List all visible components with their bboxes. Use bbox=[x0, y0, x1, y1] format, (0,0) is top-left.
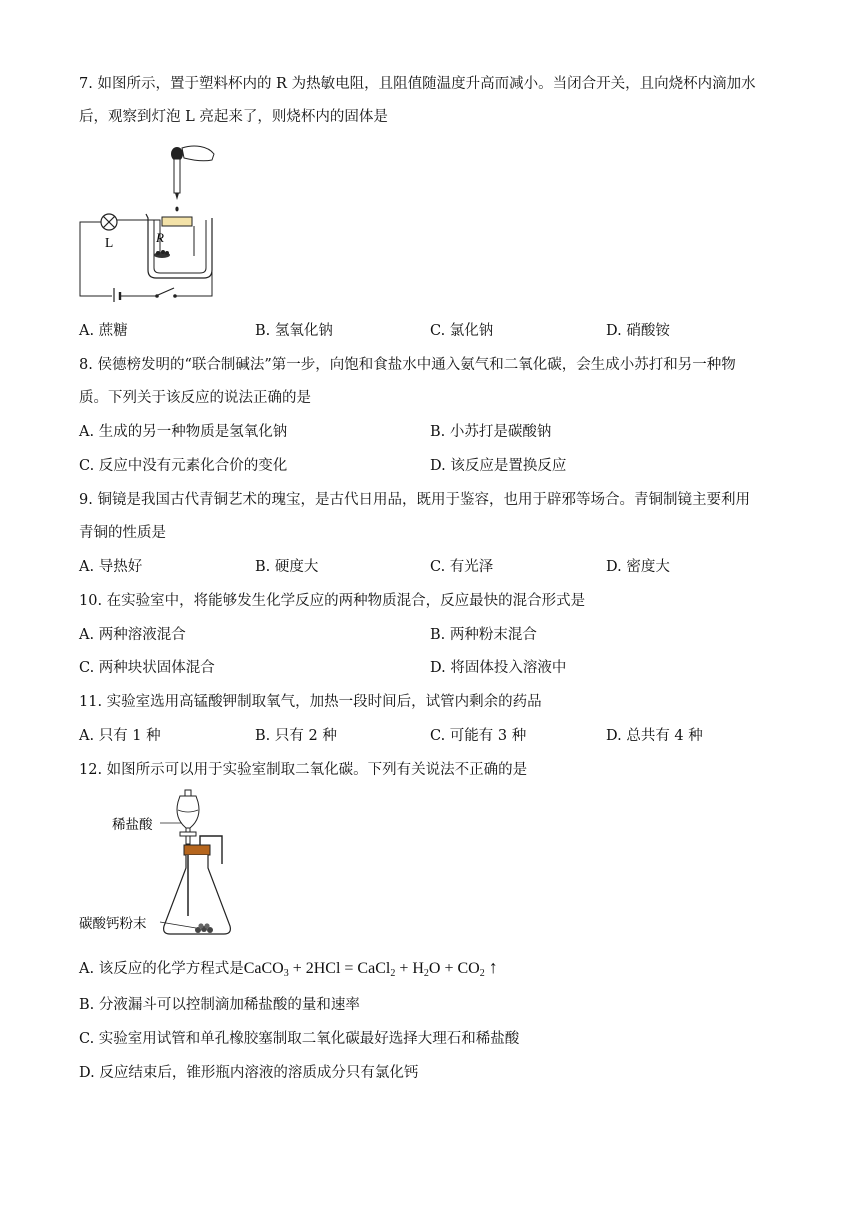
q12-apparatus-figure bbox=[76, 788, 246, 942]
powder-label: 碳酸钙粉末 bbox=[79, 916, 147, 932]
q9-stem-line2: 青铜的性质是 bbox=[79, 525, 166, 541]
q7-option-c: C. 氯化钠 bbox=[430, 323, 494, 339]
reaction-equation: CaCO$_3$ + 2HCl = CaCl$_2$ + $H_2O + CO_2$ ↑ bbox=[243, 957, 498, 979]
q7-stem-line2: 后，观察到灯泡 L 亮起来了，则烧杯内的固体是 bbox=[79, 109, 388, 125]
lamp-label: L bbox=[105, 235, 114, 250]
q11-stem: 11. 实验室选用高锰酸钾制取氧气，加热一段时间后，试管内剩余的药品 bbox=[79, 694, 542, 710]
q11-option-b: B. 只有 2 种 bbox=[255, 728, 337, 744]
q9-option-c: C. 有光泽 bbox=[430, 559, 494, 575]
q10-option-c: C. 两种块状固体混合 bbox=[79, 660, 215, 676]
q12-option-d: D. 反应结束后，锥形瓶内溶液的溶质成分只有氯化钙 bbox=[79, 1065, 419, 1081]
q12-option-a bbox=[79, 957, 498, 984]
acid-label: 稀盐酸 bbox=[112, 817, 153, 833]
q12-option-b: B. 分液漏斗可以控制滴加稀盐酸的量和速率 bbox=[79, 997, 360, 1013]
q10-option-b: B. 两种粉末混合 bbox=[430, 627, 537, 643]
resistor-label: R bbox=[156, 230, 164, 245]
q10-option-d: D. 将固体投入溶液中 bbox=[430, 660, 567, 676]
q10-option-a: A. 两种溶液混合 bbox=[79, 627, 186, 643]
q7-option-b: B. 氢氧化钠 bbox=[255, 323, 333, 339]
q7-option-a: A. 蔗糖 bbox=[79, 323, 128, 339]
q8-stem-line1: 8. 侯德榜发明的“联合制碱法”第一步，向饱和食盐水中通入氨气和二氧化碳，会生成小苏打和另一种物 bbox=[79, 357, 736, 373]
q9-option-a: A. 导热好 bbox=[79, 559, 143, 575]
q10-stem: 10. 在实验室中，将能够发生化学反应的两种物质混合，反应最快的混合形式是 bbox=[79, 593, 586, 609]
q8-option-d: D. 该反应是置换反应 bbox=[430, 458, 567, 474]
q7-stem-line1: 7. 如图所示，置于塑料杯内的 R 为热敏电阻，且阻值随温度升高而减小。当闭合开关，且向烧杯内滴加水 bbox=[79, 76, 756, 92]
q12-stem: 12. 如图所示可以用于实验室制取二氧化碳。下列有关说法不正确的是 bbox=[79, 762, 528, 778]
q8-stem-line2: 质。下列关于该反应的说法正确的是 bbox=[79, 390, 311, 406]
q11-option-a: A. 只有 1 种 bbox=[79, 728, 161, 744]
q9-option-b: B. 硬度大 bbox=[255, 559, 319, 575]
q12-option-c: C. 实验室用试管和单孔橡胶塞制取二氧化碳最好选择大理石和稀盐酸 bbox=[79, 1031, 520, 1047]
q8-option-c: C. 反应中没有元素化合价的变化 bbox=[79, 458, 288, 474]
gas-arrow-icon: ↑ bbox=[488, 957, 498, 977]
q12-option-a-prefix: A. 该反应的化学方程式是 bbox=[79, 961, 244, 977]
q8-option-b: B. 小苏打是碳酸钠 bbox=[430, 424, 552, 440]
q11-option-c: C. 可能有 3 种 bbox=[430, 728, 527, 744]
q8-option-a: A. 生成的另一种物质是氢氧化钠 bbox=[79, 424, 288, 440]
q9-stem-line1: 9. 铜镜是我国古代青铜艺术的瑰宝，是古代日用品，既用于鉴容，也用于辟邪等场合。青铜制镜主要利用 bbox=[79, 492, 750, 508]
q7-circuit-figure bbox=[76, 140, 216, 302]
q11-option-d: D. 总共有 4 种 bbox=[606, 728, 703, 744]
q9-option-d: D. 密度大 bbox=[606, 559, 670, 575]
q7-option-d: D. 硝酸铵 bbox=[606, 323, 670, 339]
